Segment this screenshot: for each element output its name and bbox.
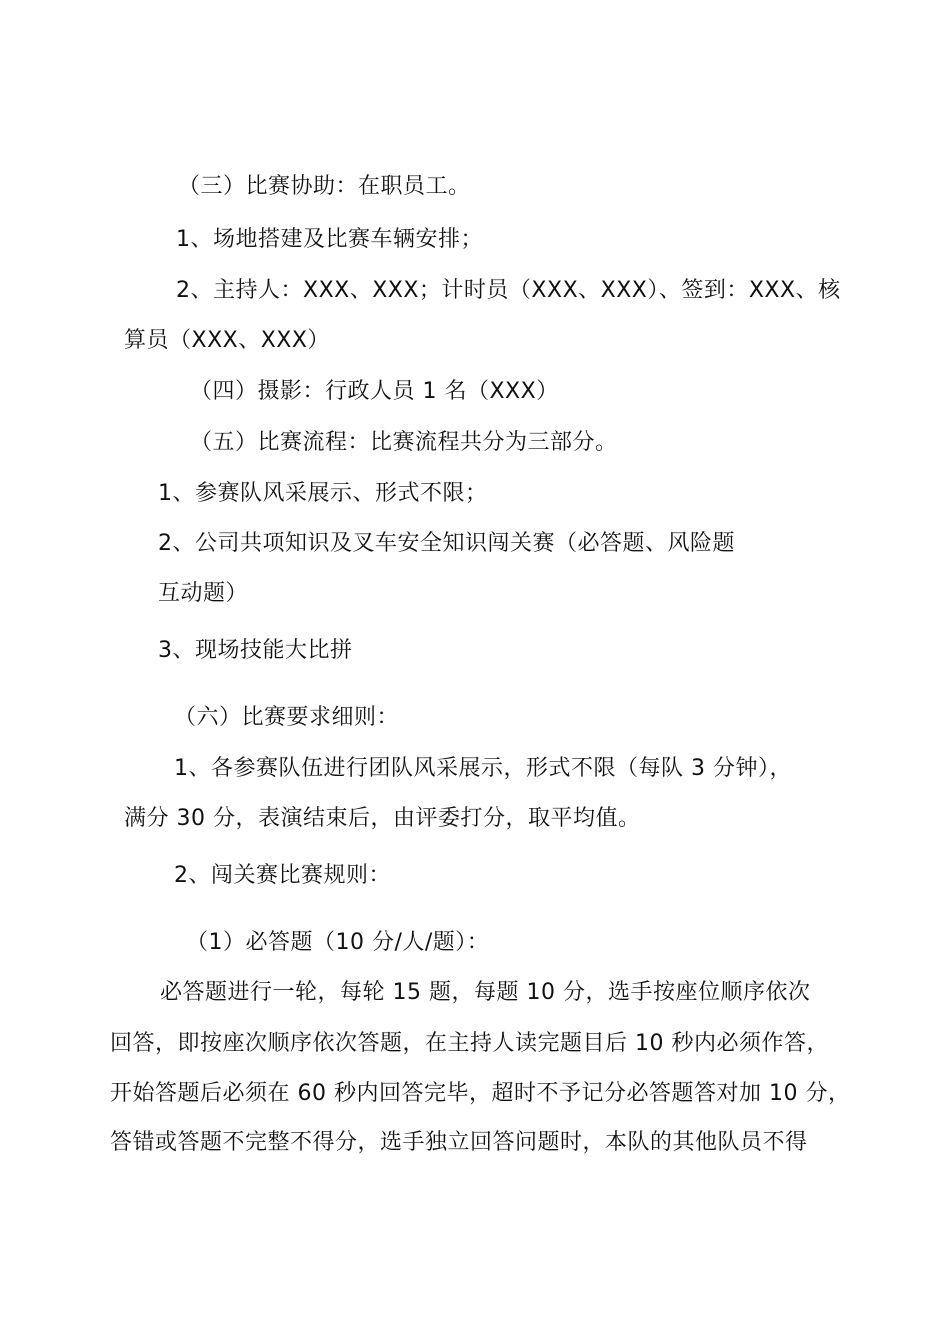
section-3-heading: （三）比赛协助：在职员工。: [178, 174, 471, 199]
section-5-heading: （五）比赛流程：比赛流程共分为三部分。: [190, 430, 618, 455]
item-host-staff-continued: 算员（XXX、XXX）: [124, 328, 330, 353]
paragraph-line-4: 答错或答题不完整不得分，选手独立回答问题时，本队的其他队员不得: [110, 1130, 808, 1155]
paragraph-line-3: 开始答题后必须在 60 秒内回答完毕，超时不予记分必答题答对加 10 分，: [110, 1081, 851, 1106]
rule-item-1: 1、各参赛队伍进行团队风采展示，形式不限（每队 3 分钟），: [174, 756, 792, 781]
flow-item-1: 1、参赛队风采展示、形式不限；: [158, 481, 488, 506]
flow-item-2: 2、公司共项知识及叉车安全知识闯关赛（必答题、风险题: [158, 531, 735, 556]
section-4-heading: （四）摄影：行政人员 1 名（XXX）: [190, 379, 559, 404]
flow-item-3: 3、现场技能大比拼: [158, 638, 353, 663]
section-6-heading: （六）比赛要求细则：: [174, 705, 400, 730]
item-venue-setup: 1、场地搭建及比赛车辆安排；: [176, 227, 483, 252]
paragraph-line-2: 回答，即按座次顺序依次答题，在主持人读完题目后 10 秒内必须作答，: [110, 1031, 829, 1056]
flow-item-2-continued: 互动题）: [158, 581, 249, 606]
paragraph-line-1: 必答题进行一轮，每轮 15 题，每题 10 分，选手按座位顺序依次: [160, 980, 811, 1005]
item-host-staff: 2、主持人：XXX、XXX；计时员（XXX、XXX）、签到：XXX、核: [176, 278, 841, 303]
rule-subitem-required-questions: （1）必答题（10 分/人/题）：: [186, 930, 490, 955]
rule-item-2: 2、闯关赛比赛规则：: [174, 863, 391, 888]
rule-item-1-continued: 满分 30 分，表演结束后，由评委打分，取平均值。: [124, 806, 641, 831]
